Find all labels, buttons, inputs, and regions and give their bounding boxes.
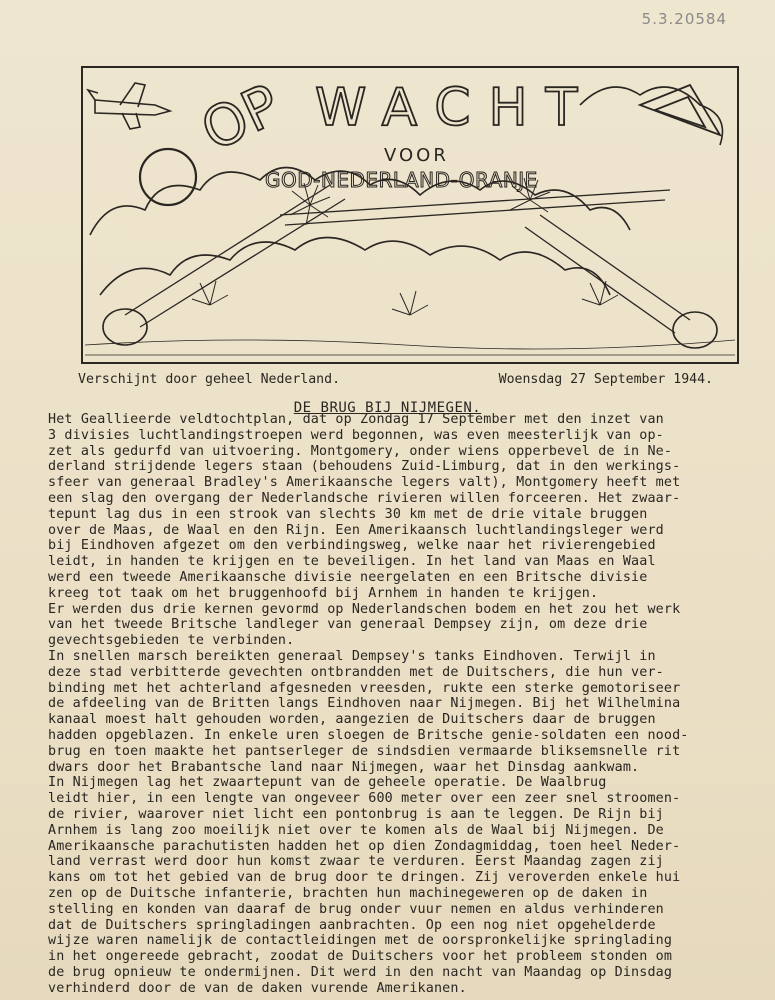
article-line: leidt, in handen te krijgen en te beveiligen. In het land van Maas en Waal [48,554,656,570]
article-line: bij Eindhoven afgezet om den verbindingsweg, welke naar het rivierengebied [48,538,656,554]
article-line: dwars door het Brabantsche land naar Nijmegen, waar het Dinsdag aankwam. [48,759,640,775]
article-line: een slag den overgang der Nederlandsche rivieren willen forceeren. Het zwaar- [48,490,681,506]
article-line: de rivier, waarover niet licht een pontonbrug is aan te leggen. De Rijn bij [48,806,664,822]
article-line: over de Maas, de Waal en den Rijn. Een Amerikaansch luchtlandingsleger werd [48,522,664,538]
article-line: zen op de Duitsche infanterie, brachten hun machinegeweren op de daken in [48,885,648,901]
title-op: OP [191,72,290,165]
article-line: Arnhem is lang zoo moeilijk niet over te komen als de Waal bij Nijmegen. De [48,822,664,838]
article-line: In Nijmegen lag het zwaartepunt van de geheele operatie. De Waalbrug [48,775,607,791]
article-body [48,412,760,996]
title-wacht: WACHT [315,78,596,138]
article-line: leidt hier, in een lengte van ongeveer 600 meter over een zeer snel stroomen- [48,791,681,807]
article-line: Amerikaansche parachutisten hadden het op dien Zondagmiddag, toen heel Neder- [48,838,681,854]
masthead-drawing [80,65,740,365]
article-line: in het ongereede gebracht, zoodat de Duitschers voor het probleem stonden om [48,949,673,965]
article-line: brug en toen maakte het pantserleger de sindsdien vermaarde bliksemsnelle rit [48,743,681,759]
article-line: kreeg tot taak om het bruggenhoofd bij Arnhem in handen te krijgen. [48,585,599,601]
article-line: derland strijdende legers staan (behoudens Zuid-Limburg, dat in den werkings- [48,459,681,475]
title-voor: VOOR [384,145,449,166]
article-line: de brug opnieuw te ondermijnen. Dit werd in den nacht van Maandag op Dinsdag [48,964,673,980]
article-line: de afdeeling van de Britten langs Eindhoven naar Nijmegen. Bij het Wilhelmina [48,696,681,712]
article-line: stelling en konden van daaraf de brug onder vuur nemen en aldus verhinderen [48,901,664,917]
article-line: wijze waren namelijk de contactleidingen met de oorspronkelijke springlading [48,933,673,949]
article-line: Het Geallieerde veldtochtplan, dat op Zondag 17 September met den inzet van [48,412,664,427]
issue-date: Woensdag 27 September 1944. [498,372,713,387]
article-line: zet als gedurfd van uitvoering. Montgomery, onder wiens opperbevel de in Ne- [48,443,673,459]
article-line: 3 divisies luchtlandingstroepen werd begonnen, was even meesterlijk van op- [48,427,664,443]
article-line: hadden opgeblazen. In enkele uren sloegen de Britsche genie-soldaten een nood- [48,727,689,743]
article-line: In snellen marsch bereikten generaal Dempsey's tanks Eindhoven. Terwijl in [48,648,656,664]
archive-number: 5.3.20584 [641,10,727,28]
article-line: werd een tweede Amerikaansche divisie neergelaten en een Britsche divisie [48,569,648,585]
title-motto: GOD-NEDERLAND-ORANJE [265,168,538,192]
article-line: kans om tot het gebied van de brug door te dringen. Zij veroverden enkele hui [48,870,681,886]
article-line: sfeer van generaal Bradley's Amerikaansche legers valt), Montgomery heeft met [48,475,681,491]
distribution-note: Verschijnt door geheel Nederland. [78,372,341,387]
article-line: deze stad verbitterde gevechten ontbrandden met de Duitschers, die hun ver- [48,664,664,680]
article-line: Er werden dus drie kernen gevormd op Nederlandschen bodem en het zou het werk [48,601,681,617]
article-line: dat de Duitschers springladingen aanbrachten. Op een nog niet opgehelderde [48,917,656,933]
masthead-illustration [80,65,740,365]
article-line: binding met het achterland afgesneden vreesden, rukte een sterke gemotoriseer [48,680,681,696]
issue-subline [78,372,713,387]
article-line: kanaal moest halt gehouden worden, aangezien de Duitschers daar de bruggen [48,712,656,728]
article-line: tepunt lag dus in een strook van slechts 30 km met de drie vitale bruggen [48,506,648,522]
article-headline: DE BRUG BIJ NIJMEGEN. [293,400,482,416]
article-line: verhinderd door de van de daken vurende Amerikanen. [48,980,467,996]
article-line: van het tweede Britsche landleger van generaal Dempsey zijn, om deze drie [48,617,648,633]
article-line: gevechtsgebieden te verbinden. [48,633,295,649]
article-line: land verrast werd door hun komst zwaar te verduren. Eerst Maandag zagen zij [48,854,664,870]
